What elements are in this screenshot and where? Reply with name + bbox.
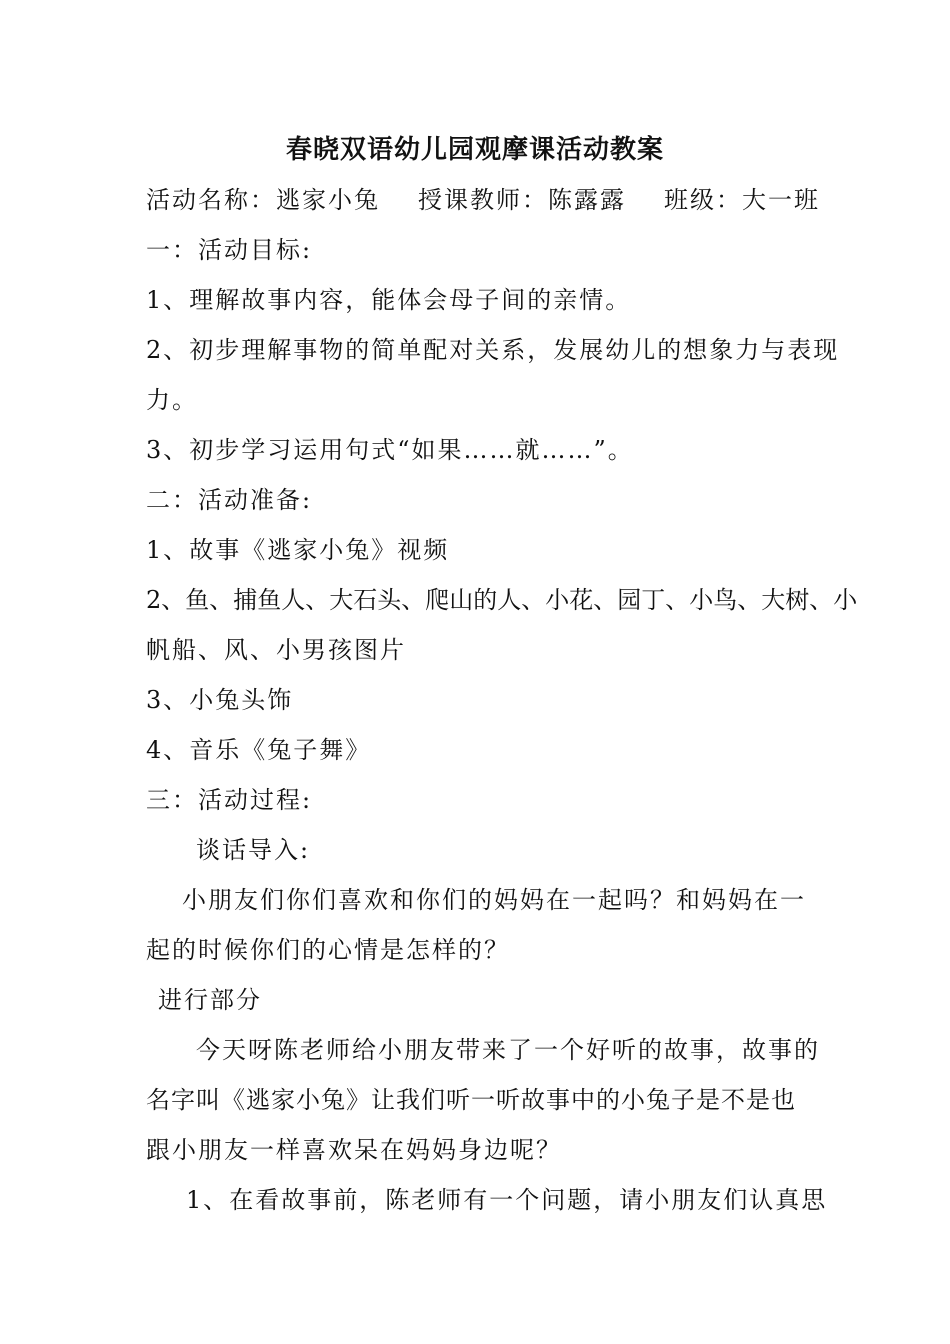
paragraph-line: 起的时候你们的心情是怎样的？ <box>146 936 510 964</box>
paragraph-line: 小朋友们你们喜欢和你们的妈妈在一起吗？和妈妈在一 <box>182 886 806 914</box>
activity-meta-line <box>146 180 826 220</box>
preparation-item: 1、故事《逃家小兔》视频 <box>146 536 450 564</box>
document-title: 春晓双语幼儿园观摩课活动教案 <box>285 135 664 165</box>
section-heading-process: 三：活动过程: <box>146 786 313 814</box>
activity-name: 活动名称：逃家小兔 <box>146 186 380 214</box>
goal-item: 3、初步学习运用句式“如果……就……”。 <box>146 436 634 464</box>
section-heading-goals: 一：活动目标: <box>146 236 313 264</box>
paragraph-line: 1、在看故事前，陈老师有一个问题，请小朋友们认真思 <box>186 1186 828 1214</box>
paragraph-line: 名字叫《逃家小兔》让我们听一听故事中的小兔子是不是也 <box>146 1086 796 1114</box>
paragraph-line: 今天呀陈老师给小朋友带来了一个好听的故事，故事的 <box>196 1036 820 1064</box>
goal-item-continued: 力。 <box>146 386 198 414</box>
preparation-item: 2、鱼、捕鱼人、大石头、爬山的人、小花、园丁、小鸟、大树、小 <box>146 586 858 614</box>
goal-item: 1、理解故事内容，能体会母子间的亲情。 <box>146 286 632 314</box>
preparation-item: 3、小兔头饰 <box>146 686 294 714</box>
subheading-intro: 谈话导入: <box>196 836 311 864</box>
preparation-item-continued: 帆船、风、小男孩图片 <box>146 636 406 664</box>
goal-item: 2、初步理解事物的简单配对关系，发展幼儿的想象力与表现 <box>146 336 840 364</box>
subheading-progress: 进行部分 <box>158 986 262 1014</box>
preparation-item: 4、音乐《兔子舞》 <box>146 736 372 764</box>
section-heading-preparation: 二：活动准备: <box>146 486 313 514</box>
paragraph-line: 跟小朋友一样喜欢呆在妈妈身边呢？ <box>146 1136 562 1164</box>
class-name: 班级：大一班 <box>664 186 820 214</box>
teacher-name: 授课教师：陈露露 <box>418 186 626 214</box>
